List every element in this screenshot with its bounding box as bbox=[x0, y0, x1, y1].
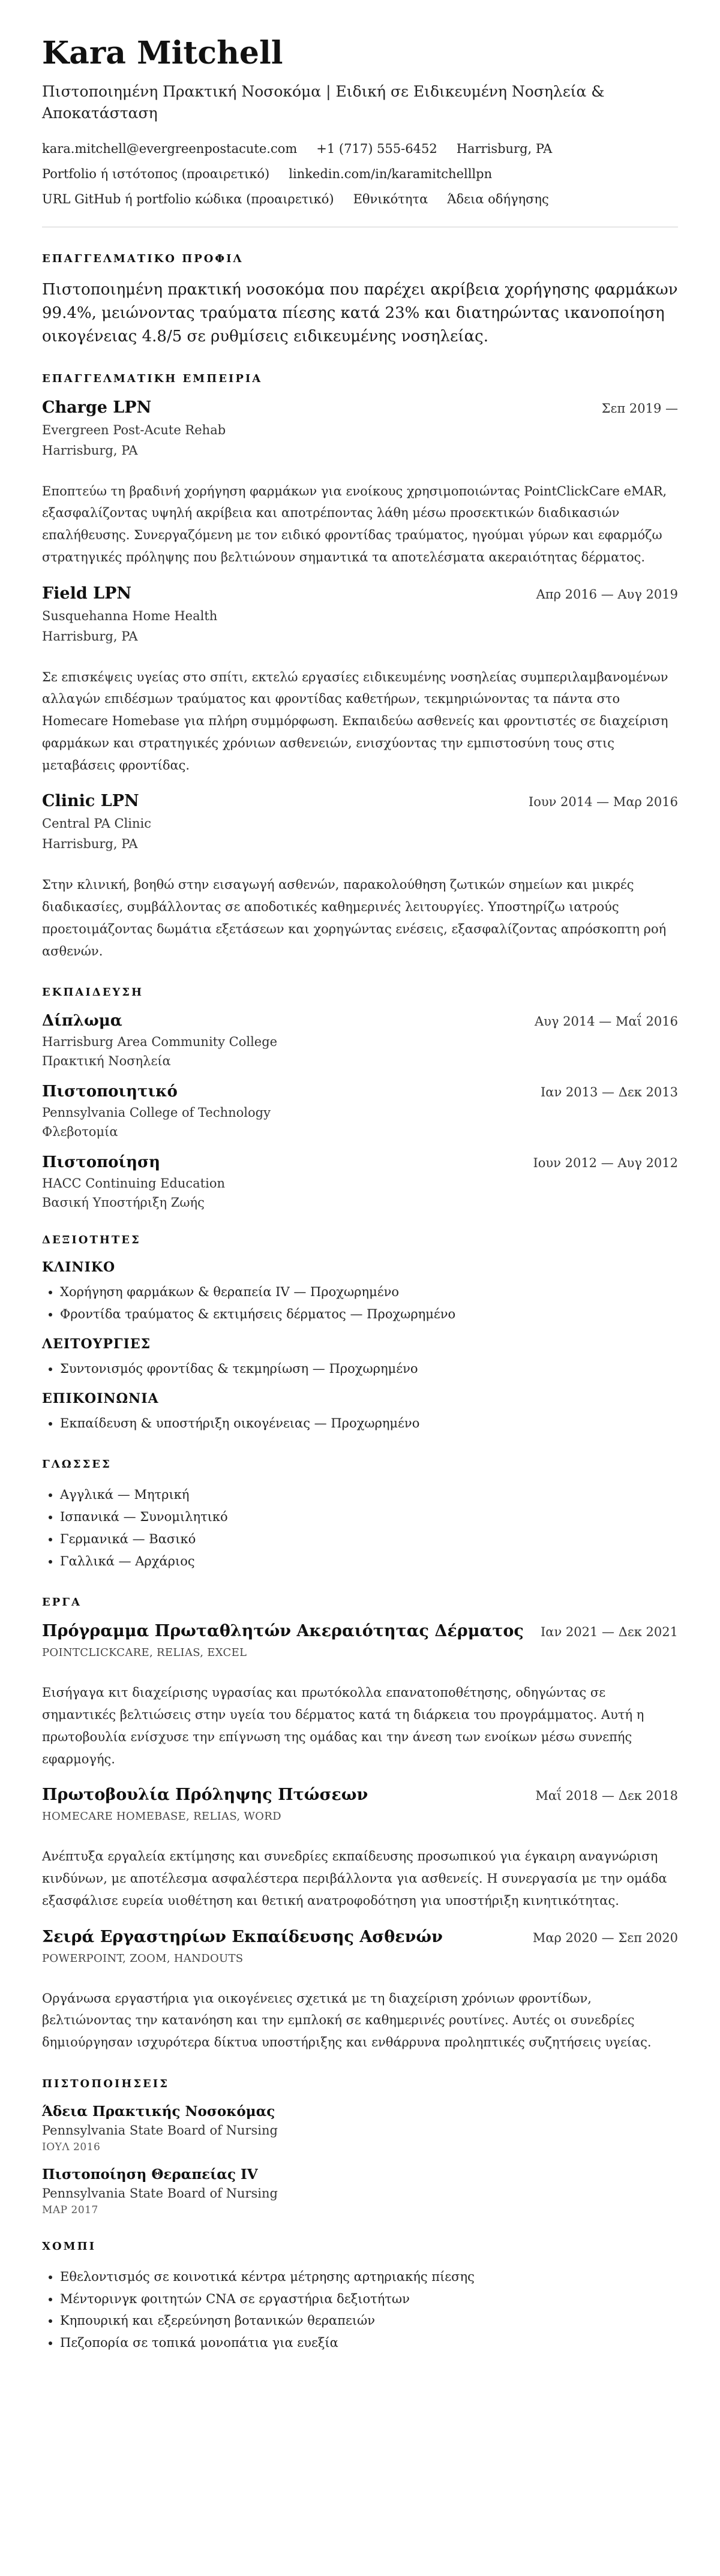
contact-driving-license: Άδεια οδήγησης bbox=[447, 191, 549, 206]
certifications-heading: ΠΙΣΤΟΠΟΙΗΣΕΙΣ bbox=[42, 2077, 169, 2090]
job-title: Field LPN bbox=[42, 584, 132, 603]
summary-section bbox=[42, 253, 678, 348]
certification-issuer: Pennsylvania State Board of Nursing bbox=[42, 2123, 278, 2138]
job-description: Στην κλινική, βοηθώ στην εισαγωγή ασθενών, παρακολούθηση ζωτικών σημείων και μικρές διαδικασίες, συμβάλλοντας σε αποδοτικές καθημερινές λειτουργίες. Υποστηρίζω ιατρούς προετοιμάζοντας δωμάτια εξετάσεων και χορηγώντας ενέσεις, εξασφαλίζοντας απρόσκοπτη ροή ασθενών. bbox=[42, 877, 667, 958]
job-employer: Evergreen Post-Acute Rehab bbox=[42, 422, 226, 437]
project-entry bbox=[42, 1928, 678, 2054]
project-title: Πρωτοβουλία Πρόληψης Πτώσεων bbox=[42, 1786, 368, 1805]
contact-portfolio[interactable]: Portfolio ή ιστότοπος (προαιρετικό) bbox=[42, 166, 270, 181]
experience-section bbox=[42, 372, 678, 963]
experience-entry bbox=[42, 792, 678, 962]
skills-section bbox=[42, 1234, 678, 1434]
job-employer: Susquehanna Home Health bbox=[42, 608, 218, 623]
hobby-item: • Πεζοπορία σε τοπικά μονοπάτια για ευεξία bbox=[60, 2332, 678, 2354]
project-description: Ανέπτυξα εργαλεία εκτίμησης και συνεδρίες εκπαίδευσης προσωπικού για έγκαιρη αναγνώριση κινδύνων, με αποτέλεσμα ασφαλέστερα περιβάλλοντα για ασθενείς. Η συνεργασία με την ομάδα εξασφάλισε ευρεία υιοθέτηση και θετική ανατροφοδότηση για υποστήριξη κινητικότητας. bbox=[42, 1849, 667, 1908]
contact-phone[interactable]: +1 (717) 555-6452 bbox=[316, 141, 437, 156]
language-list bbox=[42, 1484, 678, 1572]
education-field: Βασική Υποστήριξη Ζωής bbox=[42, 1195, 205, 1210]
certification-name: Άδεια Πρακτικής Νοσοκόμας bbox=[42, 2103, 275, 2120]
job-dates: Σεπ 2019 — bbox=[601, 401, 678, 416]
language-item: • Αγγλικά — Μητρική bbox=[60, 1484, 678, 1506]
project-title: Σειρά Εργαστηρίων Εκπαίδευσης Ασθενών bbox=[42, 1927, 443, 1946]
project-tech: HOMECARE HOMEBASE, RELIAS, WORD bbox=[42, 1810, 281, 1823]
certification-issuer: Pennsylvania State Board of Nursing bbox=[42, 2186, 278, 2201]
project-tech: POWERPOINT, ZOOM, HANDOUTS bbox=[42, 1952, 244, 1965]
summary-text: Πιστοποιημένη πρακτική νοσοκόμα που παρέχει ακρίβεια χορήγησης φαρμάκων 99.4%, μειώνοντας τραύματα πίεσης κατά 23% και διατηρώντας ικανοποίηση οικογένειας 4.8/5 σε ρυθμίσεις ειδικευμένης νοσηλείας. bbox=[42, 280, 678, 345]
experience-heading: ΕΠΑΓΓΕΛΜΑΤΙΚΗ ΕΜΠΕΙΡΙΑ bbox=[42, 372, 263, 385]
project-dates: Μαΐ 2018 — Δεκ 2018 bbox=[535, 1789, 678, 1803]
education-dates: Ιαν 2013 — Δεκ 2013 bbox=[540, 1085, 678, 1100]
education-field: Φλεβοτομία bbox=[42, 1125, 118, 1140]
contact-row-primary bbox=[42, 142, 678, 156]
education-degree: Πιστοποίηση bbox=[42, 1153, 161, 1172]
language-item: • Ισπανικά — Συνομιλητικό bbox=[60, 1506, 678, 1528]
candidate-name: Kara Mitchell bbox=[42, 35, 283, 71]
skill-list bbox=[42, 1358, 678, 1380]
language-item: • Γαλλικά — Αρχάριος bbox=[60, 1550, 678, 1573]
certification-entry bbox=[42, 2166, 678, 2216]
education-field: Πρακτική Νοσηλεία bbox=[42, 1054, 171, 1069]
resume-header bbox=[42, 36, 678, 206]
certifications-section bbox=[42, 2078, 678, 2216]
job-location: Harrisburg, PA bbox=[42, 443, 138, 458]
candidate-headline: Πιστοποιημένη Πρακτική Νοσοκόμα | Ειδική σε Ειδικευμένη Νοσηλεία & Αποκατάσταση bbox=[42, 83, 605, 122]
job-description: Σε επισκέψεις υγείας στο σπίτι, εκτελώ εργασίες ειδικευμένης νοσηλείας συμπεριλαμβανομένων αλλαγών επιδέσμων τραύματος και φροντίδας καθετήρων, τεκμηριώνοντας τα πάντα στο Homecare Homebase για πλήρη συμμόρφωση. Εκπαιδεύω ασθενείς και φροντιστές σε διαχείριση φαρμάκων και στρατηγικές χρόνιων ασθενειών, ενισχύοντας την εμπιστοσύνη τους στις μεταβάσεις φροντίδας. bbox=[42, 669, 668, 773]
certification-name: Πιστοποίηση Θεραπείας IV bbox=[42, 2166, 258, 2183]
skill-list bbox=[42, 1412, 678, 1435]
languages-section bbox=[42, 1458, 678, 1572]
education-entry bbox=[42, 1153, 678, 1210]
summary-heading: ΕΠΑΓΓΕΛΜΑΤΙΚΟ ΠΡΟΦΙΛ bbox=[42, 252, 244, 265]
job-dates: Απρ 2016 — Αυγ 2019 bbox=[536, 587, 678, 602]
project-entry bbox=[42, 1786, 678, 1911]
skill-item: • Φροντίδα τραύματος & εκτιμήσεις δέρματος — Προχωρημένο bbox=[60, 1303, 678, 1325]
skill-item: • Συντονισμός φροντίδας & τεκμηρίωση — Προχωρημένο bbox=[60, 1358, 678, 1380]
job-employer: Central PA Clinic bbox=[42, 816, 151, 831]
project-tech: POINTCLICKCARE, RELIAS, EXCEL bbox=[42, 1646, 247, 1660]
project-dates: Ιαν 2021 — Δεκ 2021 bbox=[540, 1625, 678, 1640]
education-entry bbox=[42, 1083, 678, 1139]
projects-heading: ΕΡΓΑ bbox=[42, 1596, 82, 1609]
contact-nationality: Εθνικότητα bbox=[353, 191, 428, 206]
hobby-item: • Μέντορινγκ φοιτητών CNA σε εργαστήρια δεξιοτήτων bbox=[60, 2288, 678, 2310]
certification-entry bbox=[42, 2103, 678, 2153]
education-section bbox=[42, 986, 678, 1210]
contact-location: Harrisburg, PA bbox=[456, 141, 553, 156]
job-location: Harrisburg, PA bbox=[42, 837, 138, 852]
contact-row-links bbox=[42, 167, 678, 181]
hobby-item: • Εθελοντισμός σε κοινοτικά κέντρα μέτρησης αρτηριακής πίεσης bbox=[60, 2266, 678, 2288]
project-description: Οργάνωσα εργαστήρια για οικογένειες σχετικά με τη διαχείριση χρόνιων φροντίδων, βελτιώνοντας την κατανόηση και την εμπλοκή σε καθημερινές ρουτίνες. Αυτές οι συνεδρίες δημιούργησαν ισχυρότερα δίκτυα υποστήριξης και ενθάρρυνα προληπτικές συζητήσεις υγείας. bbox=[42, 1991, 652, 2050]
experience-entry bbox=[42, 584, 678, 777]
experience-entry bbox=[42, 398, 678, 569]
project-entry bbox=[42, 1622, 678, 1770]
skill-category-title: ΚΛΙΝΙΚΟ bbox=[42, 1260, 116, 1276]
education-school: Pennsylvania College of Technology bbox=[42, 1105, 271, 1120]
skills-heading: ΔΕΞΙΟΤΗΤΕΣ bbox=[42, 1234, 141, 1247]
education-dates: Αυγ 2014 — Μαΐ 2016 bbox=[535, 1014, 678, 1029]
hobby-item: • Κηπουρική και εξερεύνηση βοτανικών θεραπειών bbox=[60, 2310, 678, 2332]
education-degree: Πιστοποιητικό bbox=[42, 1083, 178, 1101]
hobby-list bbox=[42, 2266, 678, 2354]
projects-section bbox=[42, 1596, 678, 2054]
skill-item: • Εκπαίδευση & υποστήριξη οικογένειας — Προχωρημένο bbox=[60, 1412, 678, 1435]
certification-date: ΜΑΡ 2017 bbox=[42, 2204, 98, 2216]
education-dates: Ιουν 2012 — Αυγ 2012 bbox=[533, 1156, 678, 1171]
skill-item: • Χορήγηση φαρμάκων & θεραπεία IV — Προχωρημένο bbox=[60, 1281, 678, 1303]
education-degree: Δίπλωμα bbox=[42, 1012, 122, 1030]
job-location: Harrisburg, PA bbox=[42, 629, 138, 644]
job-description: Εποπτεύω τη βραδινή χορήγηση φαρμάκων για ενοίκους χρησιμοποιώντας PointClickCare eMAR, εξασφαλίζοντας υψηλή ακρίβεια και αποτρέποντας λάθη μέσω προσεκτικών διαδικασιών επαλήθευσης. Συνεργαζόμενη με τον ειδικό φροντίδας τραύματος, ηγούμαι γύρων και εφαρμόζω στρατηγικές πρόληψης που βελτιώνουν σημαντικά τα αποτελέσματα ακεραιότητας δέρματος. bbox=[42, 483, 667, 564]
project-title: Πρόγραμμα Πρωταθλητών Ακεραιότητας Δέρματος bbox=[42, 1622, 524, 1641]
contact-github[interactable]: URL GitHub ή portfolio κώδικα (προαιρετικό) bbox=[42, 191, 334, 206]
language-item: • Γερμανικά — Βασικό bbox=[60, 1528, 678, 1550]
education-heading: ΕΚΠΑΙΔΕΥΣΗ bbox=[42, 986, 144, 999]
skill-category-title: ΛΕΙΤΟΥΡΓΙΕΣ bbox=[42, 1336, 151, 1352]
education-entry bbox=[42, 1012, 678, 1068]
project-dates: Μαρ 2020 — Σεπ 2020 bbox=[532, 1930, 678, 1945]
project-description: Εισήγαγα κιτ διαχείρισης υγρασίας και πρωτόκολλα επανατοποθέτησης, οδηγώντας σε σημαντικές βελτιώσεις στην υγεία του δέρματος κατά τη διάρκεια του προγράμματος. Αυτή η πρωτοβουλία ενίσχυσε την επίγνωση της ομάδας και την άνεση των ενοίκων μέσω συνεπής εφαρμογής. bbox=[42, 1685, 644, 1766]
skill-category-title: ΕΠΙΚΟΙΝΩΝΙΑ bbox=[42, 1390, 159, 1406]
contact-row-extra bbox=[42, 192, 678, 206]
skill-list bbox=[42, 1281, 678, 1325]
hobbies-heading: ΧΟΜΠΙ bbox=[42, 2240, 96, 2253]
job-title: Charge LPN bbox=[42, 398, 152, 417]
contact-email[interactable]: kara.mitchell@evergreenpostacute.com bbox=[42, 141, 298, 156]
job-dates: Ιουν 2014 — Μαρ 2016 bbox=[528, 795, 678, 810]
languages-heading: ΓΛΩΣΣΕΣ bbox=[42, 1458, 112, 1471]
education-school: HACC Continuing Education bbox=[42, 1176, 225, 1191]
contact-linkedin[interactable]: linkedin.com/in/karamitchelllpn bbox=[289, 166, 493, 181]
certification-date: ΙΟΥΛ 2016 bbox=[42, 2141, 101, 2153]
education-school: Harrisburg Area Community College bbox=[42, 1035, 278, 1050]
job-title: Clinic LPN bbox=[42, 792, 139, 811]
hobbies-section bbox=[42, 2240, 678, 2354]
